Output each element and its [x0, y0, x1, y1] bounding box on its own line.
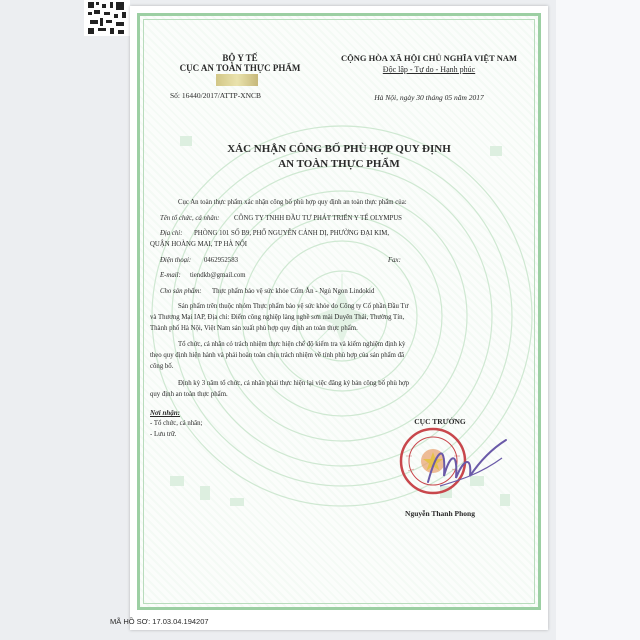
fax-label: Fax:: [388, 257, 401, 264]
decorative-border: [137, 13, 541, 610]
paragraph3-line2: quy định an toàn thực phẩm.: [150, 391, 228, 398]
signatory-title: CỤC TRƯỞNG: [414, 417, 466, 426]
file-code: MÃ HỒ SƠ: 17.03.04.194207: [110, 617, 209, 626]
document-number: Số: 16440/2017/ATTP-XNCB: [170, 91, 262, 100]
republic-name: CỘNG HÒA XÃ HỘI CHỦ NGHĨA VIỆT NAM: [340, 53, 518, 63]
phone-value: 0462952583: [204, 257, 238, 264]
handwritten-signature-icon: [420, 436, 510, 496]
paragraph2-line3: công bố.: [150, 363, 174, 370]
hologram-seal: [216, 74, 258, 86]
issue-date: Hà Nội, ngày 30 tháng 05 năm 2017: [374, 93, 484, 102]
department-name: CỤC AN TOÀN THỰC PHẨM: [179, 63, 301, 73]
paragraph1-line2: và Thương Mại IAP, Địa chỉ: Điểm công nghiệp làng nghề sơn mài Duyên Thái, Thường Tín,: [150, 314, 405, 321]
product-label: Cho sản phẩm:: [160, 288, 202, 295]
product-value: Thực phẩm bảo vệ sức khỏe Cốm Ăn - Ngủ Ngon Lindokid: [212, 288, 375, 295]
address-value-line1: PHÒNG 101 SỐ B9, PHỐ NGUYỄN CẢNH DỊ, PHƯỜNG ĐẠI KIM,: [194, 230, 390, 237]
photo-background-strip: [556, 0, 640, 640]
document-title-line2: AN TOÀN THỰC PHẨM: [278, 158, 400, 170]
certificate-document: [110, 6, 548, 630]
address-value-line2: QUẬN HOÀNG MAI, TP HÀ NỘI: [150, 241, 248, 248]
intro-text: Cục An toàn thực phẩm xác nhận công bố phù hợp quy định an toàn thực phẩm của:: [178, 199, 407, 206]
paragraph3-line1: Định kỳ 3 năm tổ chức, cá nhân phải thực hiện lại việc đăng ký bản công bố phù hợp: [178, 380, 410, 387]
recipient-item: - Tổ chức, cá nhân;: [150, 420, 203, 427]
org-value: CÔNG TY TNHH ĐẦU TƯ PHÁT TRIỂN Y TẾ OLYMPUS: [234, 215, 402, 222]
recipient-item: - Lưu trữ.: [150, 431, 177, 438]
paragraph1-line3: Thành phố Hà Nội, Việt Nam sản xuất phù hợp quy định an toàn thực phẩm.: [150, 325, 358, 332]
national-motto: Độc lập - Tự do - Hạnh phúc: [382, 65, 476, 74]
signatory-name: Nguyễn Thanh Phong: [405, 509, 475, 518]
qr-code-icon: [84, 0, 130, 36]
paragraph1-line1: Sản phẩm trên thuộc nhóm Thực phẩm bảo vệ sức khỏe do Công ty Cổ phần Đầu Tư: [178, 303, 409, 310]
paragraph2-line2: theo quy định hiện hành và phải hoàn toàn chịu trách nhiệm về tính phù hợp của sản phẩm đã: [150, 352, 405, 359]
paragraph2-line1: Tổ chức, cá nhân có trách nhiệm thực hiện chế độ kiểm tra và kiểm nghiệm định kỳ: [178, 341, 406, 348]
document-title-line1: XÁC NHẬN CÔNG BỐ PHÙ HỢP QUY ĐỊNH: [227, 143, 451, 155]
email-value: tiendkb@gmail.com: [190, 272, 246, 279]
ministry-name: BỘ Y TẾ: [222, 53, 258, 63]
recipients-heading: Nơi nhận:: [150, 409, 181, 417]
phone-label: Điện thoại:: [160, 257, 192, 264]
email-label: E-mail:: [160, 272, 181, 279]
address-label: Địa chỉ:: [160, 230, 183, 237]
org-label: Tên tổ chức, cá nhân:: [160, 215, 220, 222]
